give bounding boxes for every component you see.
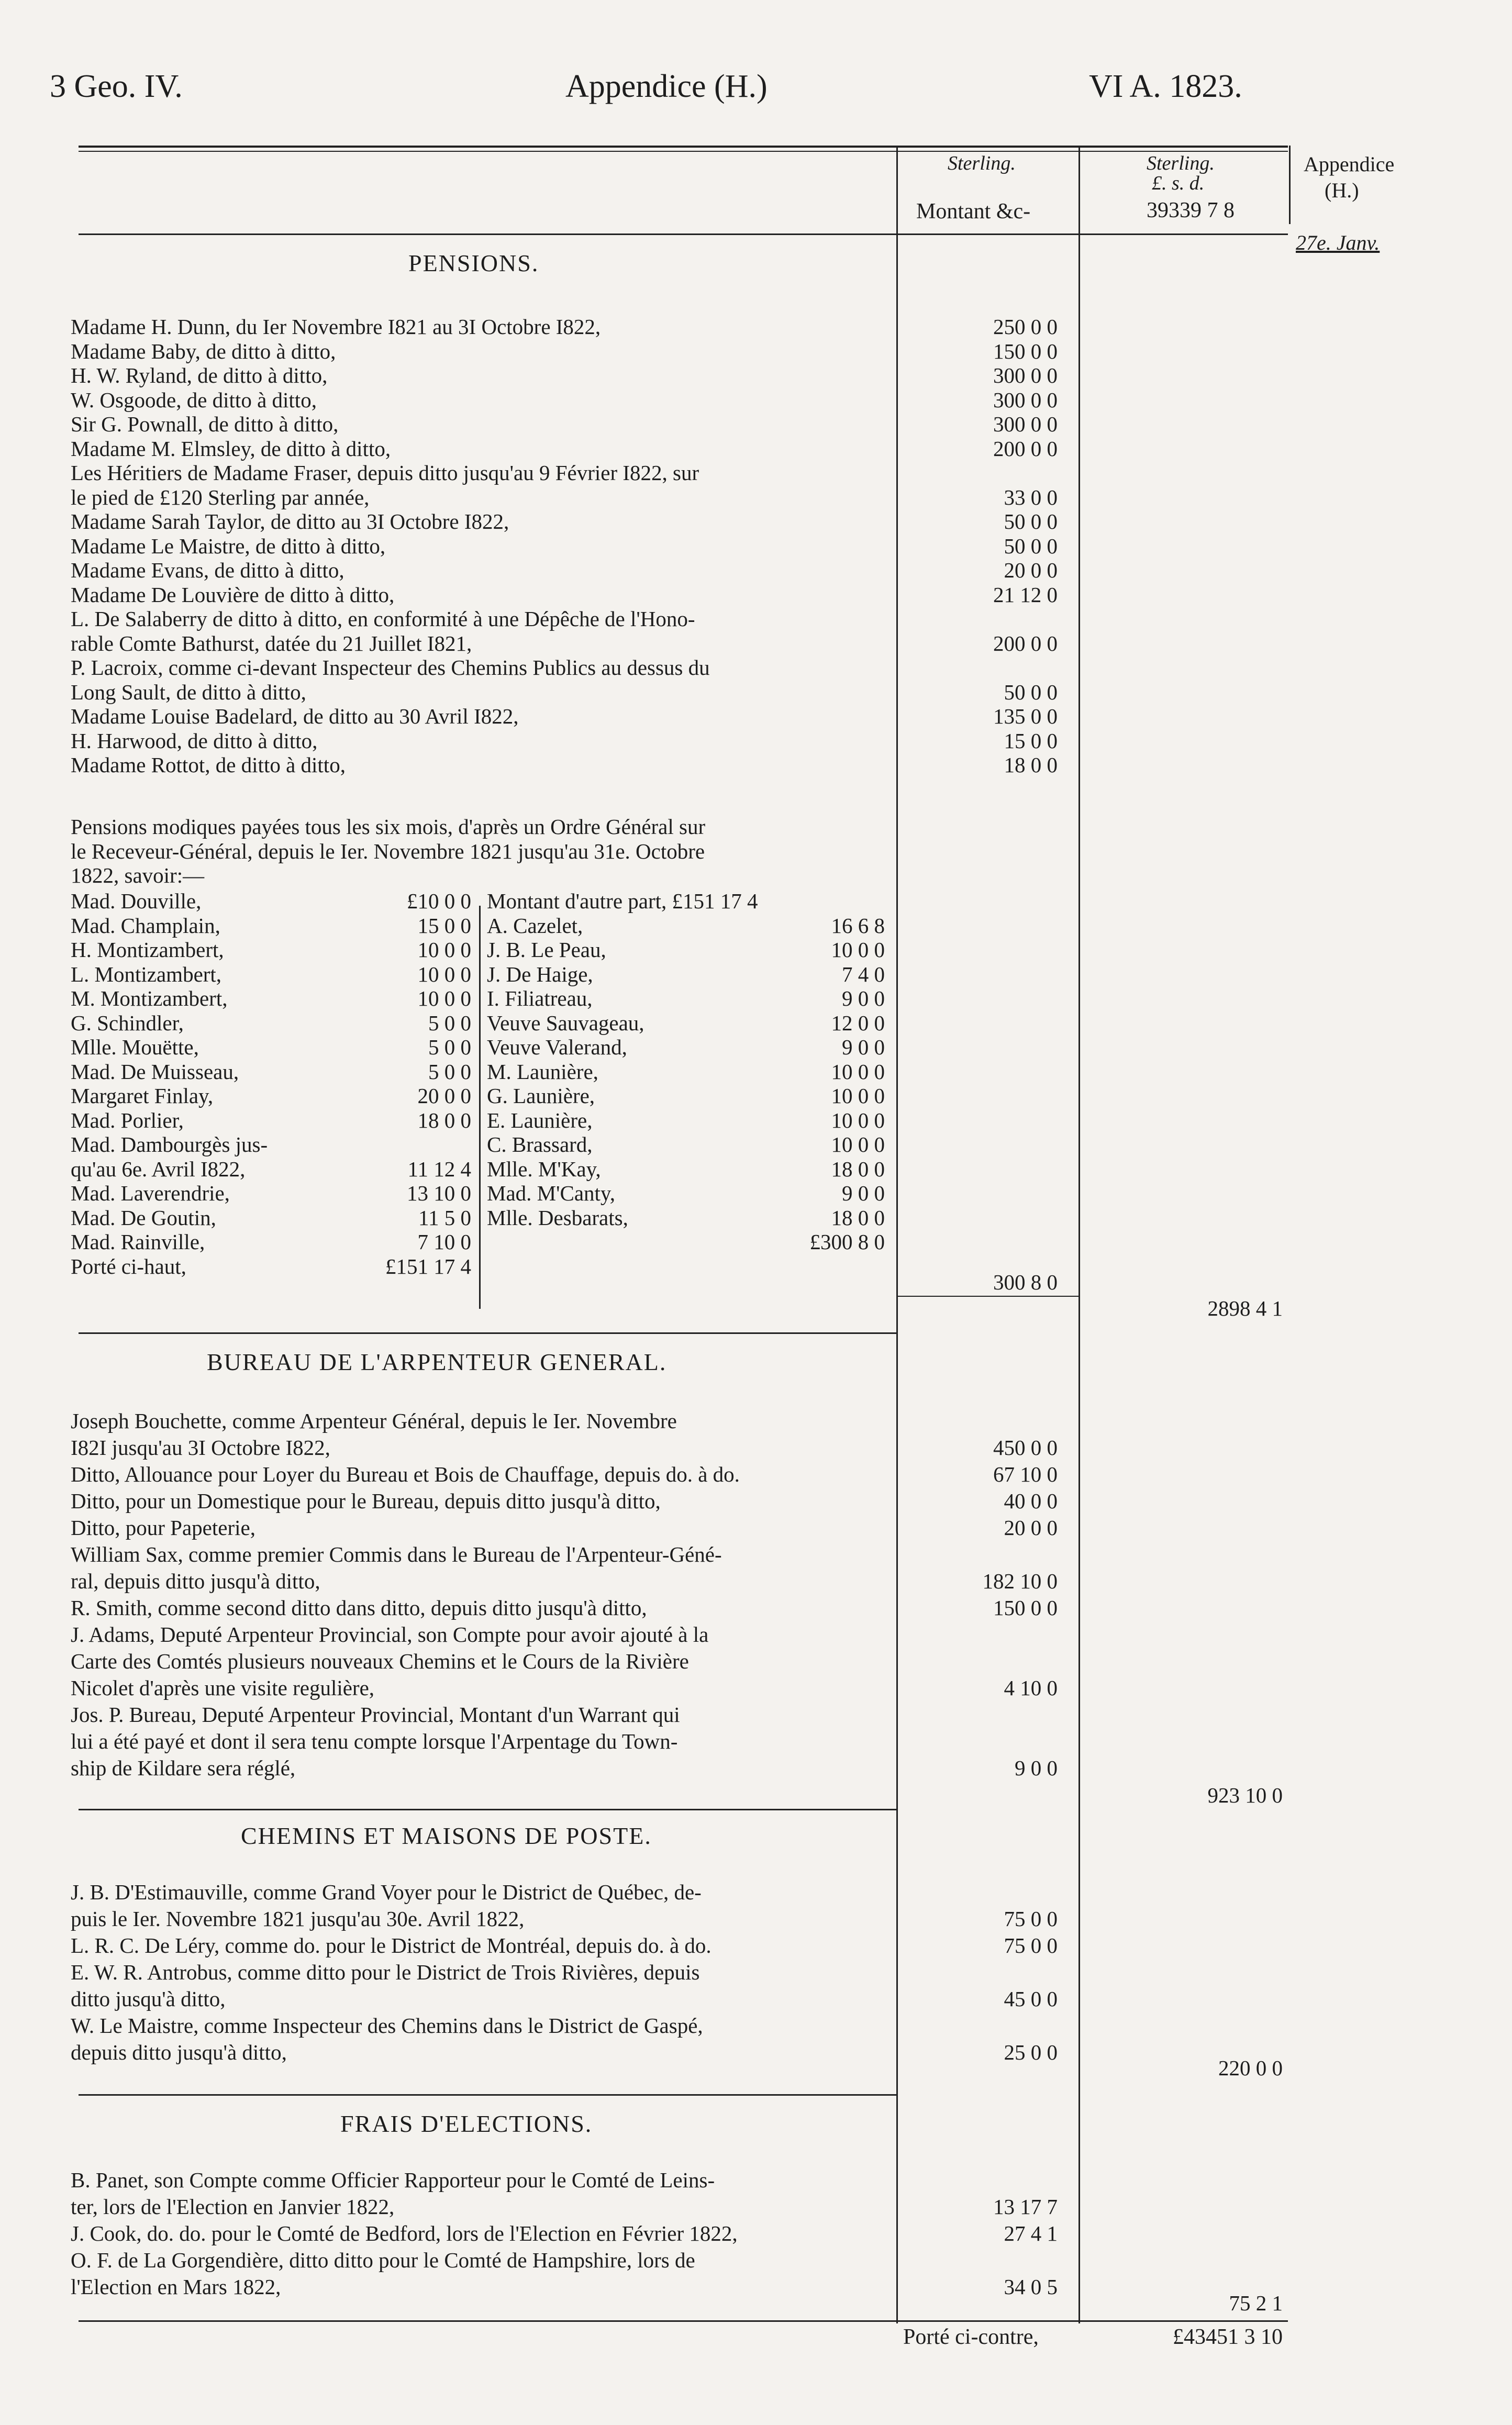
pension-line: P. Lacroix, comme ci-devant Inspecteur des Chemins Publics au dessus du	[71, 655, 710, 680]
modiques-left-amount: 10 0 0	[417, 938, 471, 962]
line-amount: 250 0 0	[993, 315, 1058, 339]
modiques-left-name: Mad. Champlain,	[71, 913, 220, 938]
section-title-elections: FRAIS D'ELECTIONS.	[340, 2110, 593, 2137]
chemins-line: depuis ditto jusqu'à ditto,	[71, 2040, 287, 2064]
chemins-section-total: 220 0 0	[1218, 2056, 1283, 2080]
modiques-left-name: Mad. Dambourgès jus-	[71, 1132, 268, 1156]
line-amount: 150 0 0	[993, 339, 1058, 363]
modiques-left-name: Mlle. Mouëtte,	[71, 1035, 199, 1059]
pension-line: Madame H. Dunn, du Ier Novembre I821 au 3I Octobre I822,	[71, 315, 601, 339]
pension-line: Long Sault, de ditto à ditto,	[71, 680, 306, 704]
top-rule	[79, 146, 1288, 148]
modiques-right-amount: £300 8 0	[809, 1230, 885, 1254]
arpenteur-line: William Sax, comme premier Commis dans le Bureau de l'Arpenteur-Géné-	[71, 1542, 722, 1566]
line-amount: 300 0 0	[993, 412, 1058, 436]
pension-line: H. W. Ryland, de ditto à ditto,	[71, 363, 328, 387]
pension-line: W. Osgoode, de ditto à ditto,	[71, 387, 317, 412]
line-amount: 40 0 0	[1004, 1489, 1058, 1513]
line-amount: 450 0 0	[993, 1436, 1058, 1460]
modiques-left-amount: 5 0 0	[428, 1010, 471, 1035]
modiques-left-name: Porté ci-haut,	[71, 1254, 186, 1278]
modiques-right-name: J. B. Le Peau,	[487, 938, 606, 962]
section-title-pensions: PENSIONS.	[408, 250, 539, 276]
modiques-left-name: Mad. Laverendrie,	[71, 1181, 230, 1205]
modiques-right-amount: 7 4 0	[842, 962, 885, 986]
pension-line: Madame Louise Badelard, de ditto au 30 Avril I822,	[71, 704, 519, 728]
column-rule-left	[896, 146, 898, 2323]
pensions-section-total: 2898 4 1	[1207, 1296, 1283, 1320]
line-amount: 25 0 0	[1004, 2040, 1058, 2064]
line-amount: 67 10 0	[993, 1462, 1058, 1486]
pension-line: Madame Baby, de ditto à ditto,	[71, 339, 336, 363]
pension-line: Madame Rottot, de ditto à ditto,	[71, 753, 346, 777]
line-amount: 4 10 0	[1004, 1676, 1058, 1700]
line-amount: 13 17 7	[993, 2195, 1058, 2219]
arpenteur-line: lui a été payé et dont il sera tenu compte lorsque l'Arpentage du Town-	[71, 1729, 678, 1753]
line-amount: 135 0 0	[993, 704, 1058, 728]
pension-line: H. Harwood, de ditto à ditto,	[71, 728, 318, 753]
pension-line: Madame M. Elmsley, de ditto à ditto,	[71, 436, 391, 461]
elections-section-total: 75 2 1	[1229, 2291, 1283, 2315]
column-rule-mid	[1079, 146, 1080, 2323]
line-amount: 300 0 0	[993, 387, 1058, 412]
pension-line: L. De Salaberry de ditto à ditto, en conformité à une Dépêche de l'Hono-	[71, 607, 695, 631]
modiques-left-amount: 15 0 0	[417, 913, 471, 938]
modiques-intro-line: 1822, savoir:—	[71, 863, 205, 887]
modiques-right-name: I. Filiatreau,	[487, 986, 593, 1010]
pension-line: rable Comte Bathurst, datée du 21 Juillet I821,	[71, 631, 472, 655]
modiques-left-amount: £10 0 0	[407, 889, 471, 913]
modiques-left-name: Mad. Porlier,	[71, 1108, 184, 1132]
modiques-right-name: Mad. M'Canty,	[487, 1181, 616, 1205]
chemins-line: ditto jusqu'à ditto,	[71, 1987, 226, 2011]
pension-line: le pied de £120 Sterling par année,	[71, 485, 370, 509]
pension-line: Madame Evans, de ditto à ditto,	[71, 558, 344, 582]
arpenteur-line: J. Adams, Deputé Arpenteur Provincial, son Compte pour avoir ajouté à la	[71, 1622, 709, 1647]
modiques-right-name: A. Cazelet,	[487, 913, 583, 938]
line-amount: 21 12 0	[993, 582, 1058, 607]
line-amount: 300 0 0	[993, 363, 1058, 387]
modiques-intro-line: le Receveur-Général, depuis le Ier. Novembre 1821 jusqu'au 31e. Octobre	[71, 839, 705, 863]
footer-total: £43451 3 10	[1173, 2325, 1283, 2349]
modiques-left-name: qu'au 6e. Avril I822,	[71, 1156, 246, 1181]
arpenteur-line: Ditto, pour Papeterie,	[71, 1516, 255, 1540]
line-amount: 45 0 0	[1004, 1987, 1058, 2011]
footer-rule	[79, 2320, 1288, 2322]
arpenteur-line: I82I jusqu'au 3I Octobre I822,	[71, 1436, 330, 1460]
modiques-intro-line: Pensions modiques payées tous les six mois, d'après un Ordre Général sur	[71, 815, 706, 839]
section-rule-2	[79, 1809, 898, 1810]
modiques-right-amount: 18 0 0	[831, 1205, 885, 1230]
modiques-left-name: H. Montizambert,	[71, 938, 224, 962]
modiques-total: 300 8 0	[993, 1270, 1058, 1294]
section-rule-1	[79, 1332, 898, 1334]
line-amount: 50 0 0	[1004, 680, 1058, 704]
elections-line: O. F. de La Gorgendière, ditto ditto pour le Comté de Hampshire, lors de	[71, 2248, 695, 2272]
line-amount: 34 0 5	[1004, 2275, 1058, 2299]
modiques-right-name: G. Launière,	[487, 1084, 595, 1108]
modiques-left-amount: 5 0 0	[428, 1059, 471, 1084]
line-amount: 20 0 0	[1004, 1516, 1058, 1540]
arpenteur-section-total: 923 10 0	[1207, 1783, 1283, 1807]
modiques-left-name: L. Montizambert,	[71, 962, 222, 986]
arpenteur-line: Jos. P. Bureau, Deputé Arpenteur Provincial, Montant d'un Warrant qui	[71, 1703, 680, 1727]
modiques-right-name: Mlle. Desbarats,	[487, 1205, 628, 1230]
modiques-left-amount: 20 0 0	[417, 1084, 471, 1108]
line-amount: 200 0 0	[993, 436, 1058, 461]
modiques-left-amount: 13 10 0	[407, 1181, 471, 1205]
line-amount: 18 0 0	[1004, 753, 1058, 777]
modiques-right-amount: 9 0 0	[842, 1181, 885, 1205]
header-rule	[79, 233, 1288, 235]
modiques-left-name: Mad. Douville,	[71, 889, 202, 913]
pension-line: Madame Sarah Taylor, de ditto au 3I Octobre I822,	[71, 509, 509, 533]
modiques-right-name: E. Launière,	[487, 1108, 593, 1132]
modiques-right-amount: 10 0 0	[831, 938, 885, 962]
section-rule-3	[79, 2094, 898, 2096]
modiques-divider	[479, 906, 481, 1309]
section-title-arpenteur: BUREAU DE L'ARPENTEUR GENERAL.	[207, 1349, 667, 1375]
modiques-right-amount: 10 0 0	[831, 1108, 885, 1132]
modiques-left-amount: 18 0 0	[417, 1108, 471, 1132]
arpenteur-line: Carte des Comtés plusieurs nouveaux Chemins et le Cours de la Rivière	[71, 1649, 689, 1673]
modiques-left-amount: 10 0 0	[417, 986, 471, 1010]
header-center: Appendice (H.)	[565, 69, 768, 104]
elections-line: l'Election en Mars 1822,	[71, 2275, 281, 2299]
modiques-right-amount: 10 0 0	[831, 1132, 885, 1156]
line-amount: 9 0 0	[1015, 1756, 1058, 1780]
modiques-right-amount: 10 0 0	[831, 1059, 885, 1084]
modiques-right-name: M. Launière,	[487, 1059, 598, 1084]
modiques-right-name: Mlle. M'Kay,	[487, 1156, 601, 1181]
elections-line: B. Panet, son Compte comme Officier Rapporteur pour le Comté de Leins-	[71, 2168, 715, 2192]
modiques-left-name: M. Montizambert,	[71, 986, 228, 1010]
sterling-label: Sterling.	[948, 152, 1016, 174]
pension-line: Madame De Louvière de ditto à ditto,	[71, 582, 395, 607]
chemins-line: puis le Ier. Novembre 1821 jusqu'au 30e. Avril 1822,	[71, 1907, 525, 1931]
modiques-right-name: Veuve Sauvageau,	[487, 1010, 644, 1035]
montant-label: Montant &c-	[916, 199, 1031, 224]
chemins-line: E. W. R. Antrobus, comme ditto pour le District de Trois Rivières, depuis	[71, 1960, 700, 1984]
side-note-appendice: Appendice	[1304, 152, 1395, 176]
modiques-left-amount: 5 0 0	[428, 1035, 471, 1059]
side-note-date: 27e. Janv.	[1296, 231, 1380, 254]
modiques-left-name: Mad. De Goutin,	[71, 1205, 216, 1230]
line-amount: 200 0 0	[993, 631, 1058, 655]
header-left: 3 Geo. IV.	[50, 69, 183, 104]
modiques-left-amount: 11 12 4	[407, 1156, 471, 1181]
modiques-right-name: Veuve Valerand,	[487, 1035, 627, 1059]
line-amount: 27 4 1	[1004, 2221, 1058, 2245]
modiques-total-rule	[896, 1296, 1080, 1297]
modiques-right-amount: 18 0 0	[831, 1156, 885, 1181]
column-rule-right	[1289, 146, 1291, 224]
arpenteur-line: ral, depuis ditto jusqu'à ditto,	[71, 1569, 320, 1593]
modiques-left-amount: 7 10 0	[417, 1230, 471, 1254]
chemins-line: W. Le Maistre, comme Inspecteur des Chemins dans le District de Gaspé,	[71, 2014, 703, 2038]
top-rule-thin	[79, 151, 1288, 152]
arpenteur-line: Ditto, Allouance pour Loyer du Bureau et Bois de Chauffage, depuis do. à do.	[71, 1462, 740, 1486]
modiques-right-name: J. De Haige,	[487, 962, 593, 986]
line-amount: 182 10 0	[982, 1569, 1058, 1593]
modiques-right-amount: 9 0 0	[842, 986, 885, 1010]
line-amount: 50 0 0	[1004, 533, 1058, 558]
elections-line: J. Cook, do. do. pour le Comté de Bedford, lors de l'Election en Février 1822,	[71, 2221, 738, 2245]
chemins-line: J. B. D'Estimauville, comme Grand Voyer pour le District de Québec, de-	[71, 1880, 702, 1904]
arpenteur-line: R. Smith, comme second ditto dans ditto, depuis ditto jusqu'à ditto,	[71, 1596, 647, 1620]
section-title-chemins: CHEMINS ET MAISONS DE POSTE.	[241, 1822, 652, 1849]
line-amount: 150 0 0	[993, 1596, 1058, 1620]
line-amount: 15 0 0	[1004, 728, 1058, 753]
line-amount: 75 0 0	[1004, 1907, 1058, 1931]
elections-line: ter, lors de l'Election en Janvier 1822,	[71, 2195, 395, 2219]
pension-line: Les Héritiers de Madame Fraser, depuis ditto jusqu'au 9 Février I822, sur	[71, 461, 699, 485]
brought-forward: 39339 7 8	[1147, 198, 1235, 223]
sterling-label-2: Sterling.	[1147, 152, 1215, 174]
modiques-right-amount: 12 0 0	[831, 1010, 885, 1035]
modiques-left-amount: 10 0 0	[417, 962, 471, 986]
line-amount: 33 0 0	[1004, 485, 1058, 509]
arpenteur-line: Joseph Bouchette, comme Arpenteur Général, depuis le Ier. Novembre	[71, 1409, 677, 1433]
chemins-line: L. R. C. De Léry, comme do. pour le District de Montréal, depuis do. à do.	[71, 1933, 711, 1957]
header-right: VI A. 1823.	[1089, 69, 1242, 104]
arpenteur-line: ship de Kildare sera réglé,	[71, 1756, 296, 1780]
modiques-right-amount: 16 6 8	[831, 913, 885, 938]
lsd-label: £. s. d.	[1152, 172, 1205, 194]
modiques-left-name: G. Schindler,	[71, 1010, 184, 1035]
pension-line: Sir G. Pownall, de ditto à ditto,	[71, 412, 339, 436]
carried-label: Porté ci-contre,	[903, 2325, 1039, 2349]
side-note-h: (H.)	[1325, 179, 1359, 202]
pension-line: Madame Le Maistre, de ditto à ditto,	[71, 533, 386, 558]
line-amount: 50 0 0	[1004, 509, 1058, 533]
arpenteur-line: Ditto, pour un Domestique pour le Bureau, depuis ditto jusqu'à ditto,	[71, 1489, 661, 1513]
modiques-right-amount: 10 0 0	[831, 1084, 885, 1108]
modiques-right-name: Montant d'autre part, £151 17 4	[487, 889, 758, 913]
modiques-left-name: Margaret Finlay,	[71, 1084, 214, 1108]
line-amount: 20 0 0	[1004, 558, 1058, 582]
arpenteur-line: Nicolet d'après une visite regulière,	[71, 1676, 375, 1700]
modiques-left-amount: 11 5 0	[418, 1205, 471, 1230]
modiques-right-amount: 9 0 0	[842, 1035, 885, 1059]
modiques-left-amount: £151 17 4	[385, 1254, 471, 1278]
line-amount: 75 0 0	[1004, 1933, 1058, 1957]
modiques-right-name: C. Brassard,	[487, 1132, 593, 1156]
modiques-left-name: Mad. Rainville,	[71, 1230, 205, 1254]
modiques-left-name: Mad. De Muisseau,	[71, 1059, 239, 1084]
